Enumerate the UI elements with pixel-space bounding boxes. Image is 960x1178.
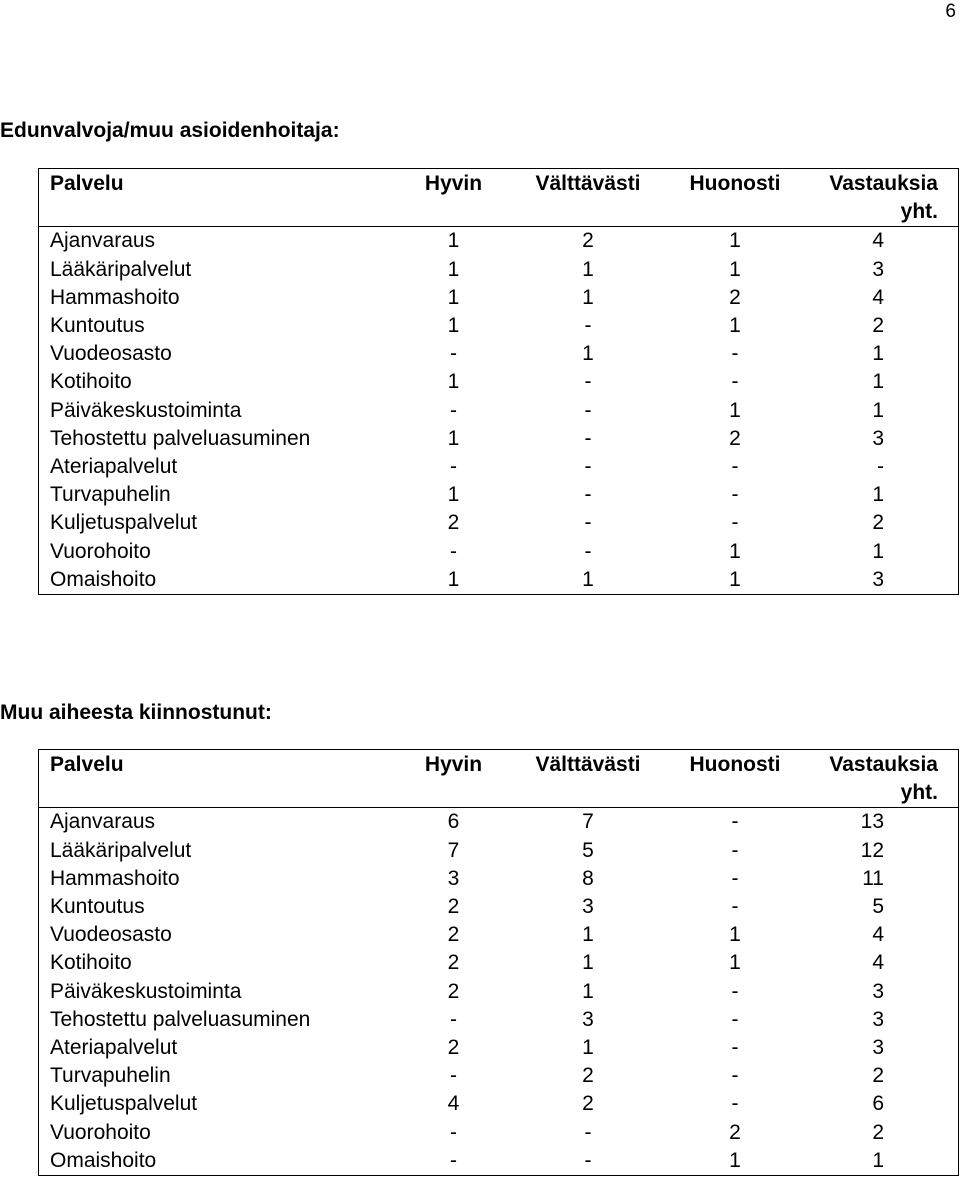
column-header-good: Hyvin [424, 172, 483, 195]
cell-total: 4 [801, 921, 959, 949]
cell-ok: - [584, 539, 592, 563]
table-header-row [39, 750, 959, 808]
cell-good: 1 [447, 483, 460, 507]
cell-service: Ajanvaraus [39, 808, 396, 837]
cell-good: 1 [447, 314, 460, 338]
cell-good: 2 [447, 1036, 460, 1060]
table-row [39, 284, 959, 312]
cell-service: Kuntoutus [39, 312, 396, 340]
table-row [39, 921, 959, 949]
cell-poor: 1 [729, 314, 741, 338]
table-row [39, 368, 959, 396]
cell-ok: 1 [582, 923, 594, 947]
results-table-other-interested [38, 749, 959, 1176]
table-row [39, 978, 959, 1006]
cell-poor: - [731, 895, 739, 919]
cell-good: - [450, 398, 457, 422]
cell-service: Tehostettu palveluasuminen [39, 1006, 396, 1034]
table-row [39, 538, 959, 566]
table-row [39, 397, 959, 425]
cell-ok: 1 [582, 951, 594, 975]
cell-poor: 1 [729, 1148, 741, 1172]
column-header-service: Palvelu [39, 750, 396, 808]
column-header-service: Palvelu [39, 169, 396, 227]
cell-good: 1 [447, 229, 460, 253]
cell-poor: - [731, 455, 739, 479]
cell-total: 2 [801, 1119, 959, 1147]
cell-total: - [801, 453, 959, 481]
cell-total: 11 [801, 865, 959, 893]
cell-ok: - [584, 370, 592, 394]
cell-total: 1 [801, 1147, 959, 1176]
cell-service: Ateriapalvelut [39, 453, 396, 481]
cell-ok: 7 [582, 810, 594, 834]
cell-good: 1 [447, 257, 460, 281]
cell-ok: 2 [582, 1092, 594, 1116]
cell-poor: - [731, 838, 739, 862]
table-row [39, 893, 959, 921]
cell-poor: - [731, 866, 739, 890]
cell-poor: - [731, 810, 739, 834]
cell-ok: 1 [582, 1036, 594, 1060]
cell-service: Kuntoutus [39, 893, 396, 921]
table-body [39, 808, 959, 1176]
cell-poor: - [731, 1036, 739, 1060]
cell-total: 3 [801, 425, 959, 453]
results-table-guardian [38, 168, 959, 595]
page-number: 6 [945, 1, 956, 22]
cell-total: 1 [801, 397, 959, 425]
cell-service: Vuodeosasto [39, 921, 396, 949]
cell-good: 4 [447, 1092, 460, 1116]
cell-service: Vuorohoito [39, 1119, 396, 1147]
cell-good: 1 [447, 285, 460, 309]
cell-poor: - [731, 483, 739, 507]
cell-service: Kotihoito [39, 368, 396, 396]
cell-total: 2 [801, 1062, 959, 1090]
cell-service: Kuljetuspalvelut [39, 509, 396, 537]
cell-ok: - [584, 314, 592, 338]
cell-good: - [450, 1064, 457, 1088]
cell-total: 1 [801, 340, 959, 368]
cell-poor: 2 [729, 285, 741, 309]
cell-good: 1 [447, 426, 460, 450]
cell-service: Ajanvaraus [39, 227, 396, 256]
column-header-poor: Huonosti [689, 172, 781, 195]
cell-service: Kotihoito [39, 949, 396, 977]
table-row [39, 1119, 959, 1147]
table-body [39, 227, 959, 595]
column-header-good: Hyvin [424, 753, 483, 776]
cell-poor: - [731, 1092, 739, 1116]
cell-ok: - [584, 483, 592, 507]
cell-total: 4 [801, 949, 959, 977]
cell-service: Tehostettu palveluasuminen [39, 425, 396, 453]
section-heading-other-interested: Muu aiheesta kiinnostunut: [0, 701, 272, 724]
cell-poor: 2 [729, 426, 741, 450]
cell-total: 13 [801, 808, 959, 837]
cell-service: Turvapuhelin [39, 1062, 396, 1090]
cell-ok: 8 [582, 866, 594, 890]
cell-service: Päiväkeskustoiminta [39, 978, 396, 1006]
cell-ok: 3 [582, 1007, 594, 1031]
cell-poor: - [731, 511, 739, 535]
cell-good: - [450, 539, 457, 563]
cell-total: 12 [801, 837, 959, 865]
cell-good: 1 [447, 370, 460, 394]
table-row [39, 1006, 959, 1034]
cell-poor: - [731, 979, 739, 1003]
cell-good: - [450, 1007, 457, 1031]
cell-total: 3 [801, 978, 959, 1006]
cell-service: Ateriapalvelut [39, 1034, 396, 1062]
cell-total: 1 [801, 538, 959, 566]
cell-ok: - [584, 1148, 592, 1172]
section-heading-guardian: Edunvalvoja/muu asioidenhoitaja: [0, 119, 340, 142]
cell-poor: - [731, 1007, 739, 1031]
table-row [39, 312, 959, 340]
cell-service: Hammashoito [39, 284, 396, 312]
table-row [39, 1147, 959, 1176]
cell-ok: 1 [582, 342, 594, 366]
cell-good: 2 [447, 511, 460, 535]
cell-good: 2 [447, 895, 460, 919]
cell-service: Lääkäripalvelut [39, 256, 396, 284]
cell-good: 7 [447, 838, 460, 862]
table-row [39, 509, 959, 537]
table-row [39, 340, 959, 368]
table-row [39, 425, 959, 453]
cell-good: 1 [447, 567, 460, 591]
cell-total: 1 [801, 481, 959, 509]
table-row [39, 227, 959, 256]
cell-total: 3 [801, 1034, 959, 1062]
cell-service: Hammashoito [39, 865, 396, 893]
table-row [39, 1062, 959, 1090]
cell-total: 3 [801, 1006, 959, 1034]
cell-good: 3 [447, 866, 460, 890]
cell-poor: 1 [729, 398, 741, 422]
cell-poor: - [731, 1064, 739, 1088]
table-row [39, 949, 959, 977]
cell-good: - [450, 455, 457, 479]
cell-poor: 1 [729, 539, 741, 563]
cell-poor: 1 [729, 923, 741, 947]
cell-total: 1 [801, 368, 959, 396]
cell-total: 3 [801, 566, 959, 595]
table-row [39, 481, 959, 509]
cell-total: 3 [801, 256, 959, 284]
cell-good: 2 [447, 951, 460, 975]
cell-poor: 1 [729, 229, 741, 253]
table-row [39, 837, 959, 865]
column-header-total: Vastauksia yht. [801, 750, 959, 808]
cell-total: 5 [801, 893, 959, 921]
cell-service: Päiväkeskustoiminta [39, 397, 396, 425]
cell-poor: 1 [729, 951, 741, 975]
table-row [39, 453, 959, 481]
cell-poor: - [731, 342, 739, 366]
column-header-poor: Huonosti [689, 753, 781, 776]
cell-ok: - [584, 511, 592, 535]
cell-service: Vuodeosasto [39, 340, 396, 368]
cell-service: Lääkäripalvelut [39, 837, 396, 865]
cell-poor: 1 [729, 257, 741, 281]
table-row [39, 566, 959, 595]
cell-ok: 3 [582, 895, 594, 919]
cell-ok: 5 [582, 838, 594, 862]
table-row [39, 256, 959, 284]
cell-ok: - [584, 1120, 592, 1144]
cell-good: 6 [447, 810, 460, 834]
cell-ok: 2 [582, 229, 594, 253]
cell-ok: 1 [582, 979, 594, 1003]
cell-ok: - [584, 398, 592, 422]
cell-total: 4 [801, 284, 959, 312]
cell-total: 2 [801, 509, 959, 537]
cell-total: 4 [801, 227, 959, 256]
cell-ok: 1 [582, 285, 594, 309]
cell-total: 6 [801, 1090, 959, 1118]
table-row [39, 1034, 959, 1062]
cell-good: - [450, 342, 457, 366]
table-row [39, 1090, 959, 1118]
cell-ok: 1 [582, 257, 594, 281]
cell-good: 2 [447, 923, 460, 947]
cell-service: Vuorohoito [39, 538, 396, 566]
cell-service: Kuljetuspalvelut [39, 1090, 396, 1118]
cell-ok: - [584, 426, 592, 450]
cell-ok: 1 [582, 567, 594, 591]
cell-service: Omaishoito [39, 1147, 396, 1176]
cell-poor: 2 [729, 1120, 741, 1144]
cell-good: - [450, 1120, 457, 1144]
cell-service: Omaishoito [39, 566, 396, 595]
table-row [39, 808, 959, 837]
column-header-ok: Välttävästi [535, 172, 641, 195]
table-header-row [39, 169, 959, 227]
cell-good: - [450, 1148, 457, 1172]
cell-total: 2 [801, 312, 959, 340]
cell-service: Turvapuhelin [39, 481, 396, 509]
cell-poor: 1 [729, 567, 741, 591]
cell-poor: - [731, 370, 739, 394]
cell-ok: - [584, 455, 592, 479]
cell-ok: 2 [582, 1064, 594, 1088]
column-header-total: Vastauksia yht. [801, 169, 959, 227]
table-row [39, 865, 959, 893]
column-header-ok: Välttävästi [535, 753, 641, 776]
cell-good: 2 [447, 979, 460, 1003]
